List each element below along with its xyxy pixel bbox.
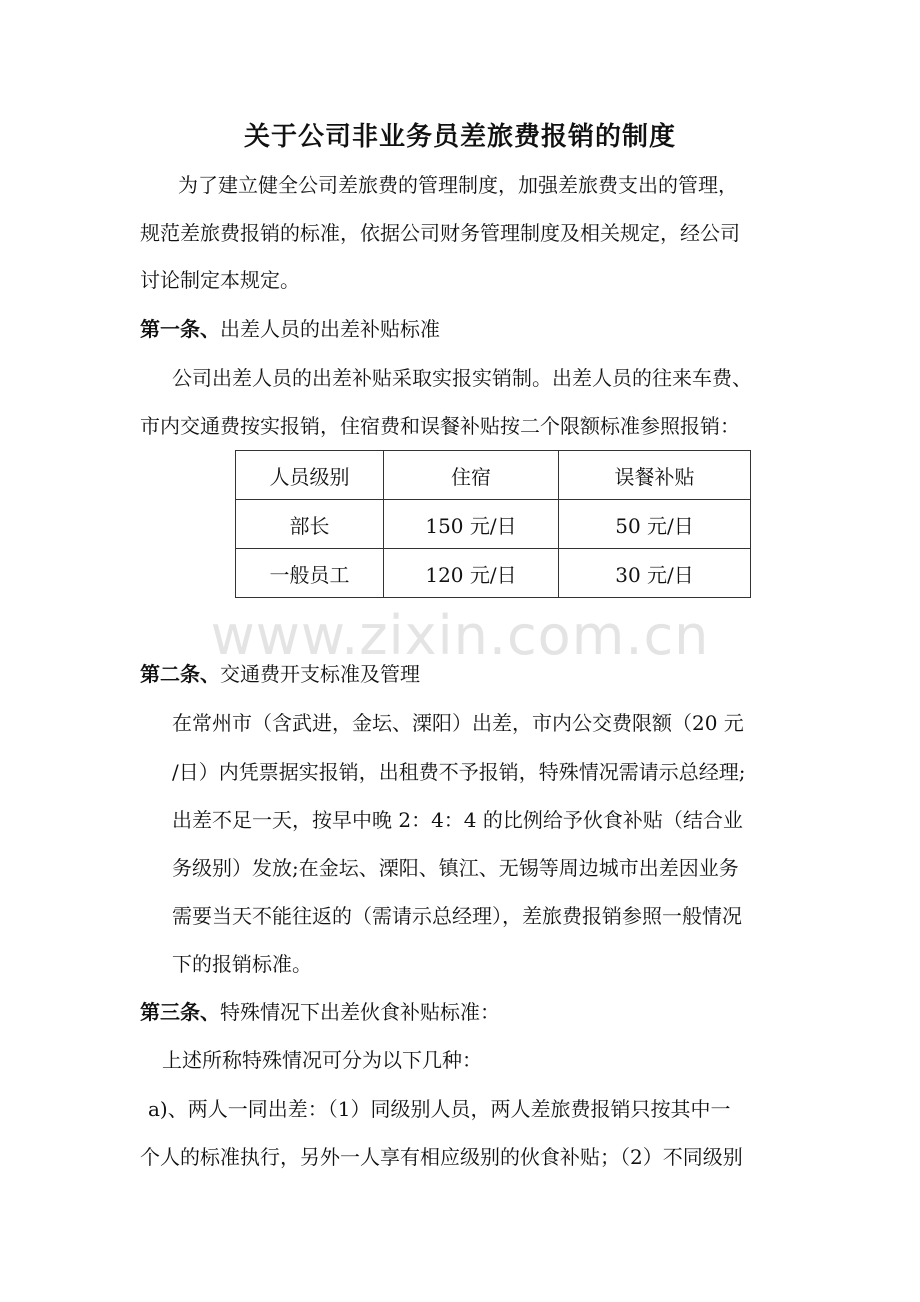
article2-line: 在常州市（含武进，金坛、溧阳）出差，市内公交费限额（20 元 [172, 711, 744, 735]
article1-line: 市内交通费按实报销，住宿费和误餐补贴按二个限额标准参照报销： [140, 414, 740, 438]
table-header-cell: 人员级别 [236, 451, 384, 500]
article3-line: a)、两人一同出差：（1）同级别人员，两人差旅费报销只按其中一 [148, 1097, 731, 1121]
article3-heading [140, 998, 500, 1026]
article3-line: 个人的标准执行，另外一人享有相应级别的伙食补贴；（2）不同级别 [140, 1145, 743, 1169]
intro-line: 讨论制定本规定。 [140, 268, 300, 292]
table-row [236, 500, 751, 549]
article3-title: 特殊情况下出差伙食补贴标准： [220, 1000, 500, 1024]
article2-line: 务级别）发放;在金坛、溧阳、镇江、无锡等周边城市出差因业务 [172, 856, 739, 880]
document-title: 关于公司非业务员差旅费报销的制度 [243, 122, 676, 152]
article2-line: 出差不足一天，按早中晚 2：4：4 的比例给予伙食补贴（结合业 [172, 808, 743, 832]
article3-label: 第三条、 [140, 1000, 220, 1024]
article3-line: 上述所称特殊情况可分为以下几种： [162, 1048, 482, 1072]
article2-title: 交通费开支标准及管理 [220, 662, 420, 686]
table-cell: 部长 [236, 500, 384, 549]
table-row [236, 549, 751, 598]
article1-title: 出差人员的出差补贴标准 [220, 317, 440, 341]
table-header-cell: 误餐补贴 [559, 451, 751, 500]
article1-label: 第一条、 [140, 317, 220, 341]
article2-heading [140, 660, 420, 688]
article2-line: 需要当天不能往返的（需请示总经理），差旅费报销参照一般情况 [172, 904, 742, 928]
intro-line: 规范差旅费报销的标准，依据公司财务管理制度及相关规定，经公司 [140, 221, 740, 245]
table-cell: 150 元/日 [384, 500, 559, 549]
table-cell: 30 元/日 [559, 549, 751, 598]
table-header-row [236, 451, 751, 500]
table-cell: 120 元/日 [384, 549, 559, 598]
intro-line: 为了建立健全公司差旅费的管理制度，加强差旅费支出的管理， [178, 173, 738, 197]
watermark: www.zixin.com.cn [210, 604, 710, 667]
table-cell: 50 元/日 [559, 500, 751, 549]
article2-line: 下的报销标准。 [172, 952, 312, 976]
article1-heading [140, 315, 440, 343]
article2-label: 第二条、 [140, 662, 220, 686]
table-header-cell: 住宿 [384, 451, 559, 500]
table-cell: 一般员工 [236, 549, 384, 598]
allowance-table [235, 450, 751, 598]
article2-line: /日）内凭票据实报销，出租费不予报销，特殊情况需请示总经理; [172, 760, 746, 784]
article1-line: 公司出差人员的出差补贴采取实报实销制。出差人员的往来车费、 [172, 366, 752, 390]
